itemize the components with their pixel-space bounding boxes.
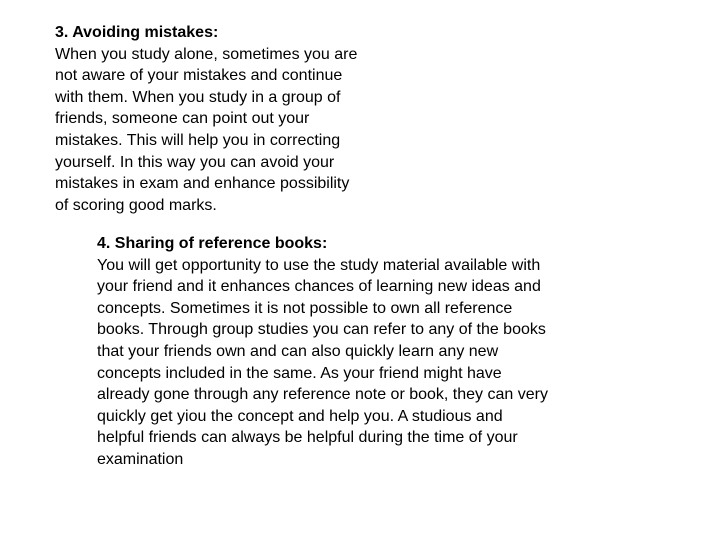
text-line: concepts. Sometimes it is not possible to own all reference — [97, 299, 513, 317]
text-line: already gone through any reference note or book, they can very — [97, 386, 548, 404]
text-line: not aware of your mistakes and continue — [55, 67, 343, 85]
text-line: quickly get yiou the concept and help you. A studious and — [97, 407, 503, 425]
section-heading: 3. Avoiding mistakes: — [55, 24, 219, 41]
section-heading: 4. Sharing of reference books: — [97, 235, 328, 252]
text-line: concepts included in the same. As your friend might have — [97, 364, 502, 382]
section-sharing-reference-books — [97, 233, 612, 471]
text-line: yourself. In this way you can avoid your — [55, 153, 335, 171]
text-line: friends, someone can point out your — [55, 110, 310, 128]
text-line: helpful friends can always be helpful during the time of your — [97, 429, 518, 447]
text-line: mistakes in exam and enhance possibility — [55, 175, 350, 193]
section-body — [97, 255, 612, 471]
section-avoiding-mistakes — [55, 22, 400, 216]
text-line: books. Through group studies you can refer to any of the books — [97, 321, 546, 339]
text-line: When you study alone, sometimes you are — [55, 45, 358, 63]
text-line: your friend and it enhances chances of learning new ideas and — [97, 278, 541, 296]
text-line: examination — [97, 450, 184, 468]
text-line: that your friends own and can also quickly learn any new — [97, 342, 499, 360]
section-body — [55, 44, 400, 217]
text-line: mistakes. This will help you in correcting — [55, 131, 341, 149]
text-line: of scoring good marks. — [55, 196, 217, 214]
text-line: You will get opportunity to use the study material available with — [97, 256, 541, 274]
text-line: with them. When you study in a group of — [55, 88, 341, 106]
